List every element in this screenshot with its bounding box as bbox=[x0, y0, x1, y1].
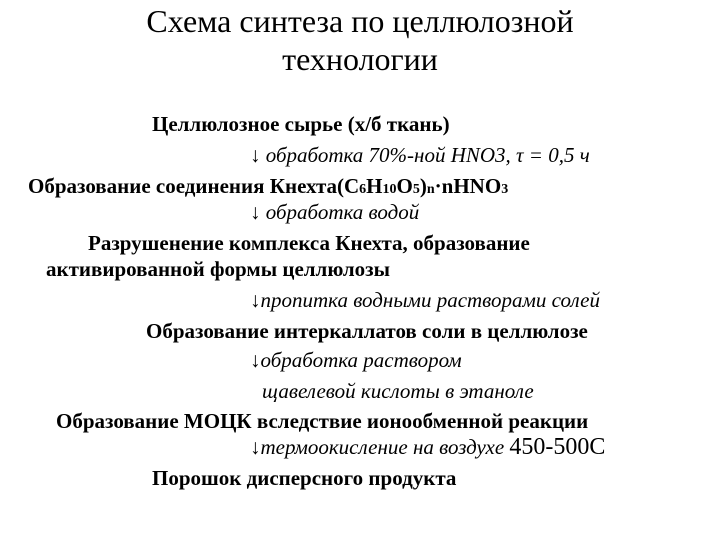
step-salt-impregnation: ↓пропитка водными растворами солей bbox=[250, 288, 600, 312]
step-ion-exchange: Образование МОЦК вследствие ионообменной реакции bbox=[56, 409, 589, 433]
step-complex-destruction-line2: активированной формы целлюлозы bbox=[46, 257, 390, 281]
step-solution-treatment-line2: щавелевой кислоты в этаноле bbox=[262, 379, 534, 403]
step-final-powder: Порошок дисперсного продукта bbox=[152, 466, 457, 490]
step-thermal-oxidation: ↓термоокисление на воздухе 450-500С bbox=[250, 434, 606, 460]
title-line-2: технологии bbox=[282, 41, 438, 77]
step-water-treatment: ↓ обработка водой bbox=[250, 200, 420, 224]
step-knecht-compound: Образование соединения Кнехта(C6H10O5)n·nHNO3 bbox=[28, 174, 509, 198]
step-complex-destruction-line1: Разрушенение комплекса Кнехта, образование bbox=[88, 231, 530, 255]
step-intercalates: Образование интеркаллатов соли в целлюлозе bbox=[146, 319, 588, 343]
step-nitric-acid-treatment: ↓ обработка 70%-ной HNO3, τ = 0,5 ч bbox=[250, 143, 590, 167]
step-solution-treatment-line1: ↓обработка раствором bbox=[250, 348, 462, 372]
step-raw-material: Целлюлозное сырье (х/б ткань) bbox=[152, 112, 450, 136]
title-line-1: Схема синтеза по целлюлозной bbox=[146, 3, 574, 39]
